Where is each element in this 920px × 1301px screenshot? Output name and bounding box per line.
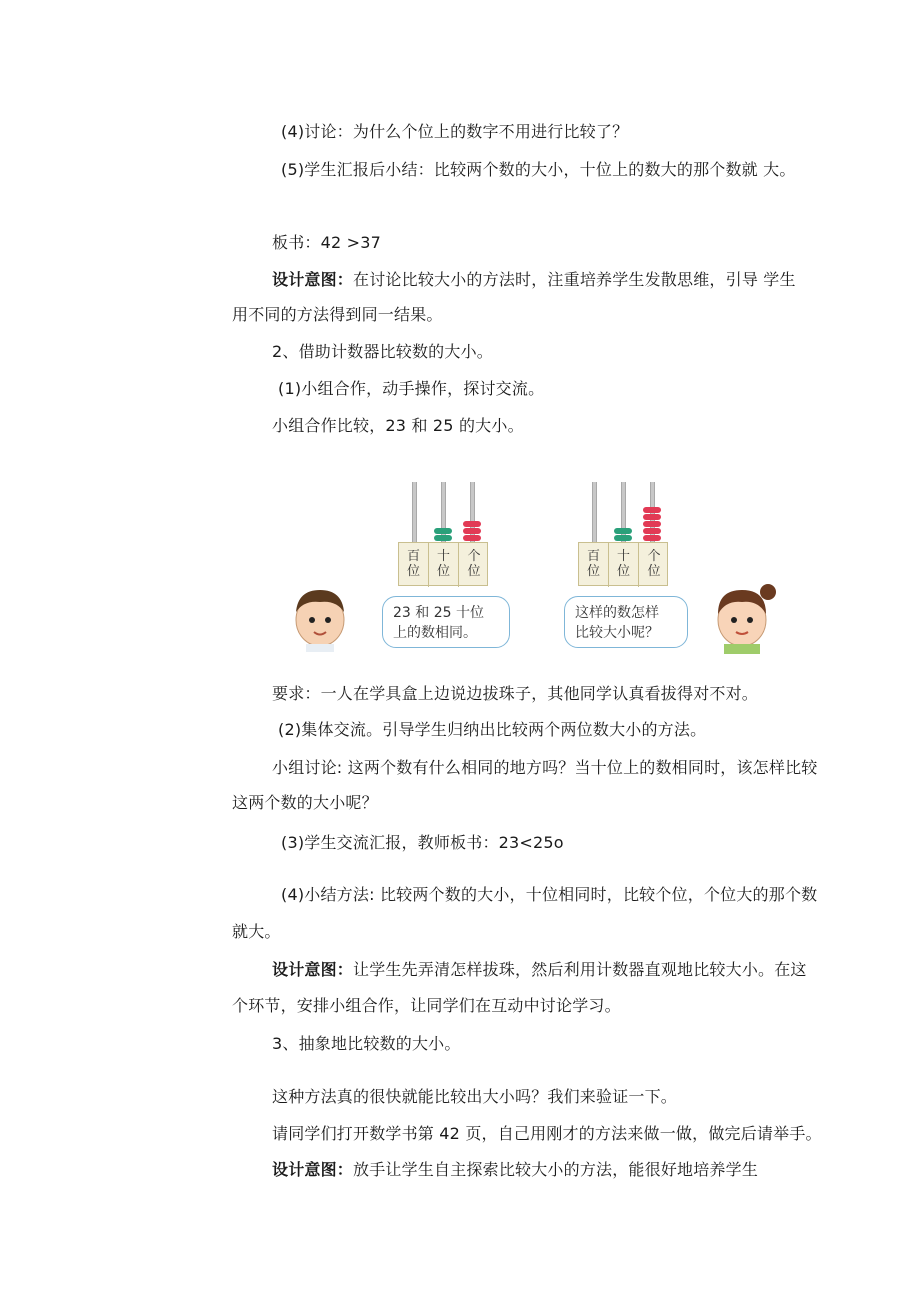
abacus-label: 百 位 <box>579 543 609 587</box>
text-line: 板书：42 >37 <box>272 233 382 252</box>
text-line: 这种方法真的很快就能比较出大小吗？我们来验证一下。 <box>272 1087 678 1106</box>
abacus-label: 十 位 <box>609 543 639 587</box>
text-line: 请同学们打开数学书第 42 页，自己用刚才的方法来做一做，做完后请举手。 <box>272 1124 822 1143</box>
abacus-illustration <box>288 478 780 658</box>
bead-ones <box>463 535 481 541</box>
section-heading: 3、抽象地比较数的大小。 <box>272 1034 461 1053</box>
bead-tens <box>614 535 632 541</box>
bead-tens <box>614 528 632 534</box>
bead-tens <box>434 528 452 534</box>
text-line: 小组合作比较，23 和 25 的大小。 <box>272 416 524 435</box>
text-line: (1)小组合作，动手操作，探讨交流。 <box>278 379 545 398</box>
bubble-text: 23 和 25 十位 <box>393 605 484 621</box>
text-line: (3)学生交流汇报，教师板书：23<25o <box>281 833 564 852</box>
text-line: 要求：一人在学具盒上边说边拔珠子，其他同学认真看拔得对不对。 <box>272 684 759 703</box>
bead-ones <box>463 528 481 534</box>
bead-ones <box>643 528 661 534</box>
design-intent-text: 放手让学生自主探索比较大小的方法，能很好地培养学生 <box>353 1160 759 1179</box>
design-intent-label: 设计意图： <box>272 1160 354 1179</box>
text-line: (5)学生汇报后小结：比较两个数的大小，十位上的数大的那个数就 大。 <box>281 160 796 179</box>
design-intent-label: 设计意图： <box>272 960 354 979</box>
design-intent-label: 设计意图： <box>272 270 354 289</box>
bead-ones <box>643 535 661 541</box>
abacus-label: 个 位 <box>647 549 661 579</box>
text-line: (4)小结方法: 比较两个数的大小，十位相同时，比较个位，个位大的那个数 <box>281 885 818 904</box>
text-line <box>272 1160 758 1180</box>
bubble-text: 上的数相同。 <box>393 625 477 641</box>
abacus-rod <box>592 482 597 546</box>
text-line: (2)集体交流。引导学生归纳出比较两个两位数大小的方法。 <box>278 720 707 739</box>
speech-bubble-left <box>382 596 510 648</box>
abacus-label: 十 位 <box>429 543 459 587</box>
boy-icon <box>288 582 352 652</box>
speech-bubble-right <box>564 596 688 648</box>
text-line: 个环节，安排小组合作，让同学们在互动中讨论学习。 <box>232 996 621 1015</box>
design-intent-text: 让学生先弄清怎样拔珠，然后利用计数器直观地比较大小。在这 <box>353 960 807 979</box>
bubble-text: 比较大小呢？ <box>575 625 659 641</box>
abacus-label: 百 位 <box>399 543 429 587</box>
section-heading: 2、借助计数器比较数的大小。 <box>272 342 493 361</box>
bead-ones <box>643 521 661 527</box>
abacus-base-right <box>578 542 668 586</box>
bead-ones <box>643 514 661 520</box>
text-line: 用不同的方法得到同一结果。 <box>232 305 443 324</box>
text-line: 小组讨论: 这两个数有什么相同的地方吗？当十位上的数相同时，该怎样比较 <box>272 758 818 777</box>
girl-icon <box>708 578 780 654</box>
bead-ones <box>643 507 661 513</box>
abacus-label: 个 位 <box>467 549 481 579</box>
bead-tens <box>434 535 452 541</box>
text-line: (4)讨论：为什么个位上的数字不用进行比较了？ <box>281 122 629 141</box>
abacus-rod <box>412 482 417 546</box>
text-line <box>272 960 807 980</box>
text-line: 这两个数的大小呢？ <box>232 793 378 812</box>
design-intent-text: 在讨论比较大小的方法时，注重培养学生发散思维，引导 学生 <box>353 270 796 289</box>
text-line: 就大。 <box>232 922 281 941</box>
bead-ones <box>463 521 481 527</box>
bubble-text: 这样的数怎样 <box>575 605 659 621</box>
text-line <box>272 270 796 290</box>
abacus-base-left <box>398 542 488 586</box>
